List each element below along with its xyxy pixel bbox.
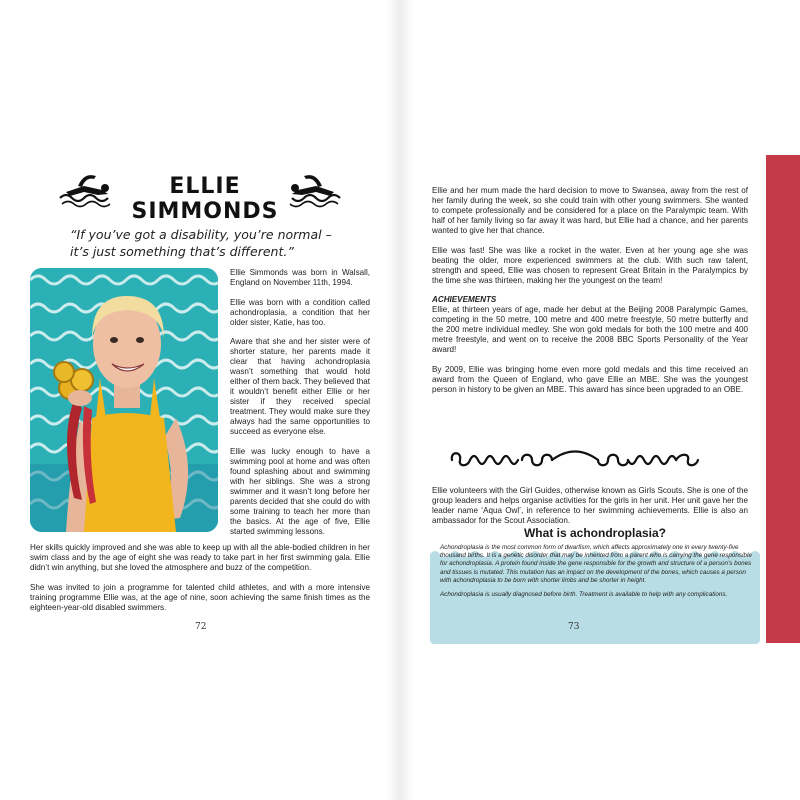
achievements-heading: ACHIEVEMENTS — [432, 295, 497, 304]
article-title: ELLIE SIMMONDS — [131, 174, 279, 224]
paragraph: Ellie volunteers with the Girl Guides, otherwise known as Girls Scouts. She is one of the group leaders and helps organise activities for the girls in her unit. Her unit gave her the leader name ‘Aqua Owl’, in reference to her swimming achievements. Ellie is also an ambassador for the Scout Association. — [432, 486, 748, 525]
paragraph: Ellie was fast! She was like a rocket in the water. Even at her young age she was beating the older, more experienced swimmers at the club. With such raw talent, strength and speed, Ellie was chosen to represent Great Britain in the Paralympics by the time she was thirteen, making her the youngest on the team! — [432, 245, 748, 285]
paragraph: Ellie was lucky enough to have a swimming pool at home and was often found splashing about and swimming with her siblings. She was a strong swimmer and it wasn’t long before her parents decided that she could do with some training to teach her more than the basics. At the age of five, Ellie started swimming lessons. — [230, 446, 370, 536]
pull-quote: “If you’ve got a disability, you’re normal – it’s just something that’s different.” — [70, 227, 332, 259]
info-box-title: What is achondroplasia? — [523, 526, 667, 540]
portrait-illustration — [30, 268, 218, 532]
red-edge-tab — [766, 155, 800, 643]
info-box-text — [440, 544, 752, 605]
swirl-divider-icon — [448, 447, 702, 473]
story-text — [432, 186, 748, 404]
paragraph: Achondroplasia is the most common form of dwarfism, which affects approximately one in every twenty-five thousand births. It is a genetic disorder that may be inherited from a parent who is carrying the gene responsible for achondroplasia. A protein found inside the gene responsible for the growth and structure of a person’s bones and tissues is mutated. This mutation has an impact on the development of the bones, which causes a person with achondroplasia to be born with shorter limbs and be shorter in height. — [440, 544, 752, 584]
info-box — [430, 526, 760, 644]
title-banner — [0, 168, 400, 224]
page-number: 72 — [195, 622, 207, 632]
swimmer-icon — [58, 168, 114, 208]
paragraph: Achondroplasia is usually diagnosed before birth. Treatment is available to help with any complications. — [440, 591, 728, 599]
right-page — [400, 0, 800, 800]
swimmer-icon — [286, 168, 342, 208]
paragraph: By 2009, Ellie was bringing home even more gold medals and this time received an award from the Queen of England, who gave Ellie an MBE. She was the youngest person in history to be given an MBE. This award has since been upgraded to an OBE. — [432, 364, 748, 394]
paragraph: Her skills quickly improved and she was able to keep up with all the able-bodied children in her swim class and by the age of eight she was ready to take part in her first swimming gala. Ellie didn’t win anything, but she loved the atmosphere and buzz of the competition. — [30, 543, 370, 572]
paragraph: Ellie was born with a condition called achondroplasia, a condition that her older sister, Katie, has too. — [230, 297, 370, 327]
paragraph: Aware that she and her sister were of shorter stature, her parents made it clear that having achondroplasia wasn’t something that would hold either of them back. They believed that it wouldn’t benefit either Ellie or her sister if they received special treatment. They would make sure they always had the same opportunities to succeed as everyone else. — [230, 337, 370, 436]
page-number: 73 — [568, 622, 580, 632]
paragraph: Ellie, at thirteen years of age, made her debut at the Beijing 2008 Paralympic Games, competing in the 50 metre, 100 metre and 400 metre freestyle, 50 metre butterfly and the 200 metre individual medley. She won gold medals for both the 100 metre and 400 metre freestyle, and went on to receive the 2008 BBC Sports Personality of the Year award! — [432, 305, 748, 354]
paragraph: She was invited to join a programme for talented child athletes, and with a more intensive training programme Ellie was, at the age of nine, soon achieving the same finish times as the eighteen-year-old disabled swimmers. — [30, 582, 370, 612]
paragraph: Ellie and her mum made the hard decision to move to Swansea, away from the rest of her family during the week, so she could train with other young swimmers. She wanted to compete professionally and be considered for a place on the Paralympic team. With half of her family living so far away it was hard, but Ellie had a chance, and her parents wanted to give her that chance. — [432, 186, 748, 235]
intro-column — [230, 268, 370, 546]
full-width-text — [30, 543, 370, 622]
paragraph: Ellie Simmonds was born in Walsall, England on November 11th, 1994. — [230, 268, 370, 287]
